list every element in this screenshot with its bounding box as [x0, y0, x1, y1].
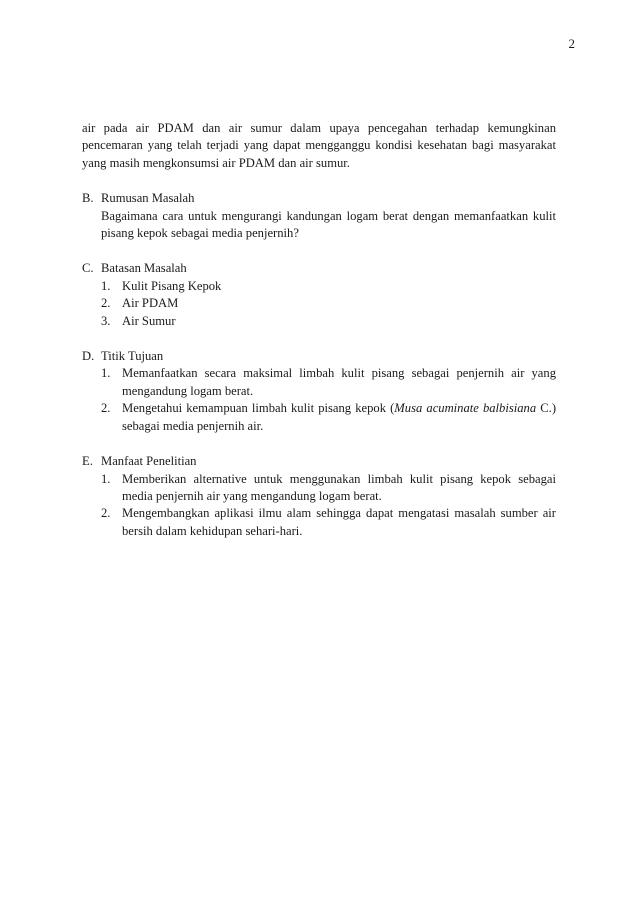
item-number: 1.	[101, 471, 111, 486]
item-text	[122, 400, 556, 435]
item-text: Mengembangkan aplikasi ilmu alam sehingga dapat mengatasi masalah sumber air bersih dalam kehidupan sehari-hari.	[122, 506, 556, 538]
list-item	[101, 278, 556, 295]
item-text-before: Mengetahui kemampuan limbah kulit pisang kepok (	[122, 401, 395, 416]
section-title: Rumusan Masalah	[101, 191, 195, 206]
item-text-after: C.) sebagai media penjernih air.	[122, 401, 557, 433]
intro-paragraph: air pada air PDAM dan air sumur dalam upaya pencegahan terhadap kemungkinan pencemaran yang telah terjadi yang dapat mengganggu kondisi kesehatan bagi masyarakat yang masih mengkonsumsi air PDAM dan air sumur.	[82, 121, 556, 170]
section-letter: C.	[82, 261, 94, 276]
list-item	[101, 505, 556, 540]
item-number: 1.	[101, 366, 111, 381]
item-list	[82, 365, 556, 435]
list-item	[101, 471, 556, 506]
section-rumusan-masalah	[82, 190, 556, 242]
section-heading	[82, 260, 556, 277]
section-heading	[82, 348, 556, 365]
list-item	[101, 400, 556, 435]
item-number: 2.	[101, 506, 111, 521]
item-text: Memberikan alternative untuk menggunakan limbah kulit pisang kepok sebagai media penjernih air yang mengandung logam berat.	[122, 471, 556, 503]
section-batasan-masalah	[82, 260, 556, 330]
item-text: Memanfaatkan secara maksimal limbah kulit pisang sebagai penjernih air yang mengandung logam berat.	[122, 366, 556, 398]
document-body	[82, 120, 556, 540]
section-title: Manfaat Penelitian	[101, 454, 197, 469]
list-item	[101, 313, 556, 330]
scientific-name: Musa acuminate balbisiana	[394, 401, 537, 416]
section-manfaat-penelitian	[82, 453, 556, 540]
section-title: Titik Tujuan	[101, 349, 164, 364]
section-heading	[82, 453, 556, 470]
list-item	[101, 295, 556, 312]
list-item	[101, 365, 556, 400]
item-number: 1.	[101, 278, 111, 293]
item-text: Air PDAM	[122, 296, 179, 311]
item-list	[82, 471, 556, 541]
page-number: 2	[568, 36, 575, 51]
item-number: 2.	[101, 401, 111, 416]
section-titik-tujuan	[82, 348, 556, 435]
item-list	[82, 278, 556, 330]
section-heading	[82, 190, 556, 207]
section-letter: D.	[82, 349, 95, 364]
section-letter: E.	[82, 454, 93, 469]
section-body: Bagaimana cara untuk mengurangi kandungan logam berat dengan memanfaatkan kulit pisang kepok sebagai media penjernih?	[101, 208, 556, 241]
item-text: Kulit Pisang Kepok	[122, 278, 222, 293]
section-title: Batasan Masalah	[101, 261, 187, 276]
item-number: 3.	[101, 313, 111, 328]
item-text: Air Sumur	[122, 313, 176, 328]
item-number: 2.	[101, 296, 111, 311]
section-letter: B.	[82, 191, 94, 206]
